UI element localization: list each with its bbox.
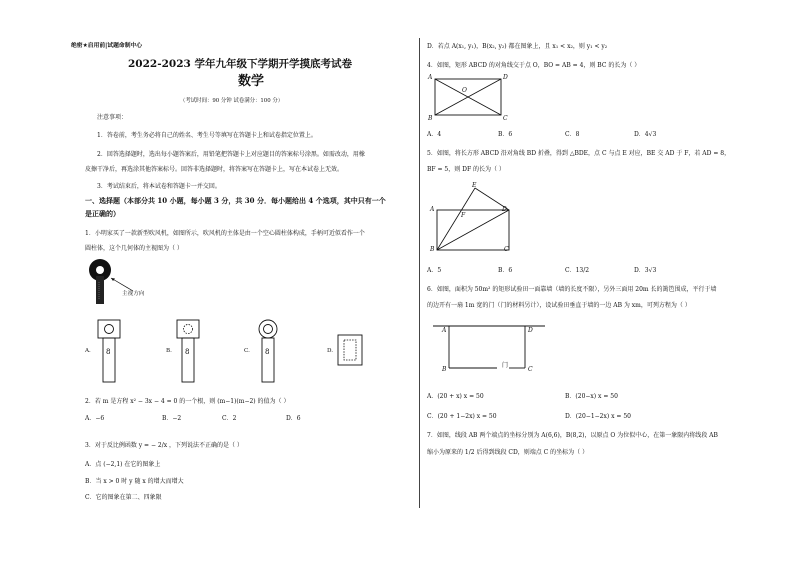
q1-line1: 1．小明家买了一款新型吹风机，如图所示，吹风机的主体是由一个空心圆柱体构成，手柄可近似看作一个 bbox=[85, 230, 365, 237]
note-2b: 皮擦干净后，再选涂其他答案标号。回答非选择题时，将答案写在答题卡上，写在本试卷上无效。 bbox=[85, 166, 344, 173]
q1-option-a-figure bbox=[95, 318, 125, 384]
q1-option-a-label: A. bbox=[85, 348, 91, 354]
q7-line2: 缩小为原来的 1/2 后得到线段 CD，则端点 C 的坐标为（ ） bbox=[427, 449, 589, 456]
q6-door-label: 门 bbox=[502, 362, 509, 369]
note-3: 3．考试结束后，将本试卷和答题卡一并交回。 bbox=[97, 183, 221, 190]
section1-line1: 一、选择题（本部分共 10 小题，每小题 3 分，共 30 分．每小题给出 4 个选项，其中只有一个 bbox=[85, 196, 386, 205]
q5-label-e: E bbox=[472, 182, 477, 189]
q4-label-c: C bbox=[503, 115, 508, 122]
q5-label-a: A bbox=[430, 206, 435, 213]
q5-line2: BF = 5，则 DF 的长为（ ） bbox=[427, 166, 505, 173]
q3-stem: 3．对于反比例函数 y = − 2/x ，下列说法不正确的是（ ） bbox=[85, 442, 243, 449]
notes-heading: 注意事项： bbox=[97, 114, 128, 121]
q5-option-d: D．3√3 bbox=[634, 267, 657, 274]
q1-option-b-label: B. bbox=[166, 348, 172, 354]
q7-line1: 7．如图，线段 AB 两个端点的坐标分别为 A(6,6)，B(8,2)，以原点 O 为位似中心，在第一象限内将线段 AB bbox=[427, 432, 718, 439]
q4-option-b: B．6 bbox=[498, 131, 513, 138]
column-divider bbox=[419, 38, 420, 508]
q4-label-b: B bbox=[428, 115, 433, 122]
q6-option-c: C．(20 + 1−2x) x = 50 bbox=[427, 413, 497, 420]
q5-label-f: F bbox=[461, 212, 466, 219]
q2-option-d: D．6 bbox=[286, 415, 301, 422]
q6-option-b: B．(20−x) x = 50 bbox=[565, 393, 618, 400]
q5-option-c: C．13/2 bbox=[565, 267, 590, 274]
subject-title: 数学 bbox=[238, 74, 265, 89]
q1-option-c-figure bbox=[254, 318, 284, 384]
q2-option-c: C．2 bbox=[222, 415, 237, 422]
q4-label-a: A bbox=[428, 74, 433, 81]
q1-option-d-label: D. bbox=[327, 348, 334, 354]
q3-option-d: D．若点 A(x₁, y₁)，B(x₂, y₂) 都在图象上，且 x₁ < x₂，则 y₁ < y₂ bbox=[427, 43, 608, 50]
q5-line1: 5．如图，将长方形 ABCD 沿对角线 BD 折叠，得到 △BDE，点 C 与点 E 对应，BE 交 AD 于 F，若 AD = 8， bbox=[427, 150, 731, 157]
q6-label-a: A bbox=[442, 327, 447, 334]
q6-line1: 6．如图，面积为 50m² 的矩形试验田一面靠墙（墙的长度不限），另外三面用 20m 长的篱笆围成，平行于墙 bbox=[427, 286, 717, 293]
q5-label-c: C bbox=[504, 246, 509, 253]
svg-text:8: 8 bbox=[265, 348, 270, 356]
q3-option-a: A．点 (−2,1) 在它的图象上 bbox=[85, 461, 161, 468]
q5-label-d: D bbox=[502, 206, 507, 213]
svg-text:8: 8 bbox=[185, 348, 190, 356]
direction-label: 主视方向 bbox=[122, 291, 145, 297]
hair-dryer-figure bbox=[85, 258, 175, 308]
section1-line2: 是正确的） bbox=[85, 209, 120, 218]
q4-label-d: D bbox=[503, 74, 508, 81]
q6-line2: 的边开有一扇 1m 宽的门（门的材料另计），设试验田垂直于墙的一边 AB 为 xm，可列方程为（ ） bbox=[427, 302, 691, 309]
q6-label-b: B bbox=[442, 366, 447, 373]
q5-option-b: B．6 bbox=[498, 267, 513, 274]
q5-fold-figure bbox=[427, 180, 527, 258]
q6-label-d: D bbox=[528, 327, 533, 334]
q1-line2: 圆柱体，这个几何体的主视图为（ ） bbox=[85, 245, 183, 252]
svg-text:8: 8 bbox=[106, 348, 111, 356]
q6-option-d: D．(20−1−2x) x = 50 bbox=[565, 413, 631, 420]
q4-stem: 4．如图，矩形 ABCD 的对角线交于点 O，BO = AB = 4，则 BC 的长为（ ） bbox=[427, 62, 641, 69]
q3-option-b: B．当 x > 0 时 y 随 x 的增大而增大 bbox=[85, 478, 184, 485]
q5-option-a: A．5 bbox=[427, 267, 442, 274]
q3-option-c: C．它的图象在第二、四象限 bbox=[85, 494, 162, 501]
q2-stem: 2．若 m 是方程 x² − 3x − 4 = 0 的一个根，则 (m−1)(m−2) 的值为（ ） bbox=[85, 398, 290, 405]
q4-label-o: O bbox=[462, 87, 467, 94]
q5-label-b: B bbox=[430, 246, 435, 253]
q6-label-c: C bbox=[528, 366, 533, 373]
q4-option-a: A．4 bbox=[427, 131, 442, 138]
secret-label: 绝密★启用前|试题命制中心 bbox=[71, 43, 143, 49]
q1-option-c-label: C. bbox=[244, 348, 250, 354]
q4-option-d: D．4√3 bbox=[634, 131, 657, 138]
q1-option-b-figure bbox=[174, 318, 204, 384]
note-2a: 2．回答选择题时，选出每小题答案后，用铅笔把答题卡上对应题目的答案标号涂黑。如需改动，用橡 bbox=[97, 151, 365, 158]
exam-info: （考试时间：90 分钟 试卷满分：100 分） bbox=[180, 98, 284, 104]
exam-title: 2022-2023 学年九年级下学期开学摸底考试卷 bbox=[128, 58, 352, 70]
note-1: 1．答卷前，考生务必将自己的姓名、考生号等填写在答题卡上和试卷指定位置上。 bbox=[97, 132, 317, 139]
q4-option-c: C．8 bbox=[565, 131, 580, 138]
q1-option-d-figure bbox=[336, 333, 366, 369]
q2-option-a: A．−6 bbox=[85, 415, 105, 422]
q2-option-b: B．−2 bbox=[162, 415, 182, 422]
q6-option-a: A．(20 + x) x = 50 bbox=[427, 393, 484, 400]
